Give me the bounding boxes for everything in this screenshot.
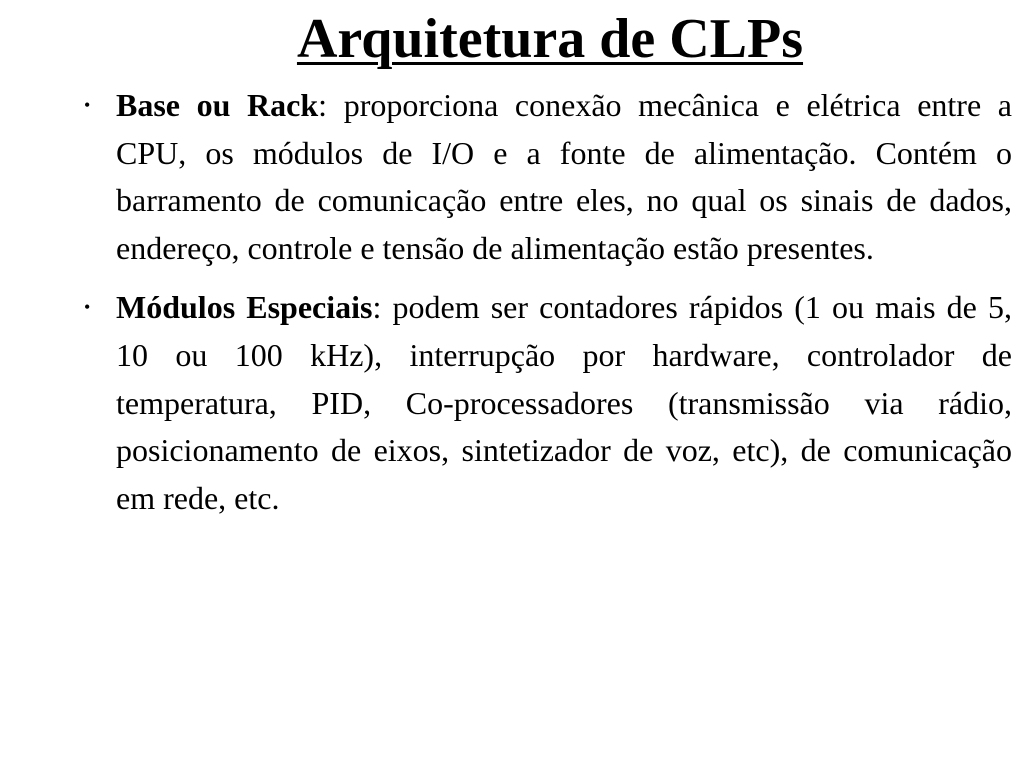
bullet-text: proporciona conexão mecânica e elétrica entre a CPU, os módulos de I/O e a fonte de alimentação. Contém o barramento de comunicação entre eles, no qual os sinais de dados, endereço, controle e tensão de alimentação estão presentes. <box>116 87 1013 266</box>
bullet-marker: • <box>84 95 91 115</box>
bullet-item-base-rack <box>84 82 1013 272</box>
bullet-list <box>84 82 1013 522</box>
bullet-marker: • <box>84 297 91 318</box>
bullet-item-modulos-especiais <box>84 284 1013 522</box>
bullet-separator: : <box>372 289 382 326</box>
slide-title: Arquitetura de CLPs <box>296 8 804 70</box>
bullet-text: podem ser contadores rápidos (1 ou mais de 5, 10 ou 100 kHz), interrupção por hardware, controlador de temperatura, PID, Co-processadores (transmissão via rádio, posicionamento de eixos, sintetizador de voz, etc), de comunicação em rede, etc. <box>116 289 1013 516</box>
bullet-term: Módulos Especiais <box>116 289 373 326</box>
bullet-term: Base ou Rack <box>116 87 319 123</box>
bullet-separator: : <box>318 87 328 123</box>
